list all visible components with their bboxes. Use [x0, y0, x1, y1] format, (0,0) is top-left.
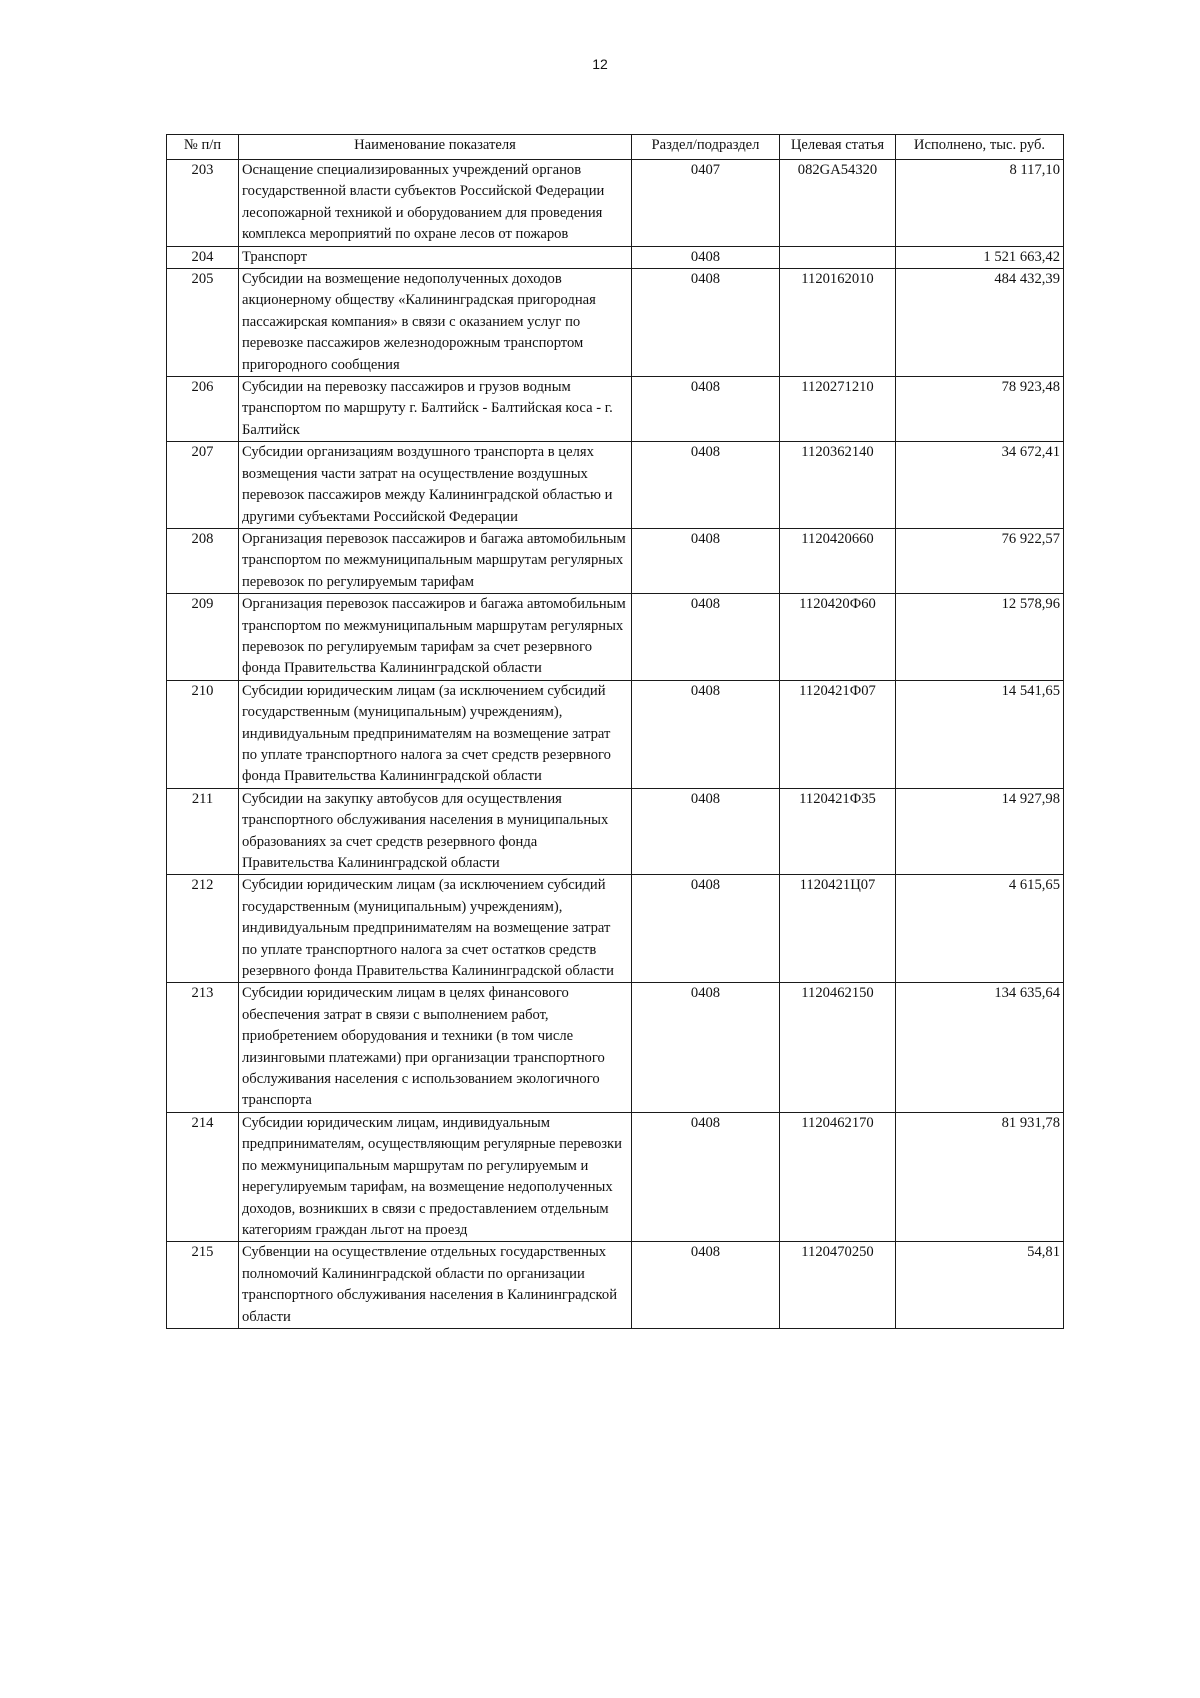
header-article: Целевая статья [780, 135, 896, 160]
row-name: Субсидии юридическим лицам в целях финансового обеспечения затрат в связи с выполнением работ, приобретением оборудования и техники (в том числе лизинговыми платежами) при организации транспортного обслуживания населения с использованием экологичного транспорта [239, 983, 632, 1112]
row-number: 214 [167, 1112, 239, 1241]
row-number: 206 [167, 377, 239, 442]
row-section: 0407 [632, 160, 780, 247]
table-row [167, 269, 1064, 377]
table-row [167, 594, 1064, 681]
row-name: Субсидии на закупку автобусов для осуществления транспортного обслуживания населения в муниципальных образованиях за счет средств резервного фонда Правительства Калининградской области [239, 788, 632, 875]
row-amount: 76 922,57 [896, 528, 1064, 593]
table-row [167, 246, 1064, 268]
row-name: Транспорт [239, 246, 632, 268]
row-section: 0408 [632, 1242, 780, 1329]
row-section: 0408 [632, 269, 780, 377]
table-row [167, 442, 1064, 529]
row-name: Субсидии организациям воздушного транспорта в целях возмещения части затрат на осуществление воздушных перевозок пассажиров между Калининградской областью и другими субъектами Российской Федерации [239, 442, 632, 529]
row-name: Субсидии юридическим лицам, индивидуальным предпринимателям, осуществляющим регулярные перевозки по межмуниципальным маршрутам по регулируемым и нерегулируемым тарифам, на возмещение недополученных доходов, возникших в связи с предоставлением отдельным категориям граждан льгот на проезд [239, 1112, 632, 1241]
row-article: 1120421Ц07 [780, 875, 896, 983]
row-name: Субвенции на осуществление отдельных государственных полномочий Калининградской области по организации транспортного обслуживания населения в Калининградской области [239, 1242, 632, 1329]
row-amount: 54,81 [896, 1242, 1064, 1329]
row-article: 1120421Ф35 [780, 788, 896, 875]
header-amount: Исполнено, тыс. руб. [896, 135, 1064, 160]
row-name: Субсидии юридическим лицам (за исключением субсидий государственным (муниципальным) учреждениям), индивидуальным предпринимателям на возмещение затрат по уплате транспортного налога за счет средств резервного фонда Правительства Калининградской области [239, 680, 632, 788]
row-section: 0408 [632, 983, 780, 1112]
row-amount: 34 672,41 [896, 442, 1064, 529]
row-amount: 12 578,96 [896, 594, 1064, 681]
row-amount: 1 521 663,42 [896, 246, 1064, 268]
row-number: 204 [167, 246, 239, 268]
row-article: 1120420660 [780, 528, 896, 593]
row-section: 0408 [632, 1112, 780, 1241]
row-section: 0408 [632, 442, 780, 529]
row-number: 209 [167, 594, 239, 681]
row-name: Субсидии на возмещение недополученных доходов акционерному обществу «Калининградская пригородная пассажирская компания» в связи с оказанием услуг по перевозке пассажиров железнодорожным транспортом пригородного сообщения [239, 269, 632, 377]
row-number: 208 [167, 528, 239, 593]
row-article: 1120421Ф07 [780, 680, 896, 788]
row-section: 0408 [632, 528, 780, 593]
table-row [167, 983, 1064, 1112]
row-name: Субсидии на перевозку пассажиров и грузов водным транспортом по маршруту г. Балтийск - Балтийская коса - г. Балтийск [239, 377, 632, 442]
table-row [167, 160, 1064, 247]
table-row [167, 528, 1064, 593]
row-section: 0408 [632, 246, 780, 268]
table-row [167, 1242, 1064, 1329]
row-amount: 78 923,48 [896, 377, 1064, 442]
page-number: 12 [592, 56, 608, 72]
row-number: 212 [167, 875, 239, 983]
row-amount: 14 541,65 [896, 680, 1064, 788]
table-header-row [167, 135, 1064, 160]
row-number: 203 [167, 160, 239, 247]
table-row [167, 680, 1064, 788]
table-row [167, 788, 1064, 875]
row-article: 1120420Ф60 [780, 594, 896, 681]
row-number: 215 [167, 1242, 239, 1329]
row-amount: 134 635,64 [896, 983, 1064, 1112]
row-number: 205 [167, 269, 239, 377]
row-name: Организация перевозок пассажиров и багажа автомобильным транспортом по межмуниципальным маршрутам регулярных перевозок по регулируемым тарифам за счет резервного фонда Правительства Калининградской области [239, 594, 632, 681]
table-row [167, 1112, 1064, 1241]
row-amount: 81 931,78 [896, 1112, 1064, 1241]
table-row [167, 875, 1064, 983]
row-number: 210 [167, 680, 239, 788]
row-amount: 14 927,98 [896, 788, 1064, 875]
row-section: 0408 [632, 594, 780, 681]
row-article: 1120162010 [780, 269, 896, 377]
row-article: 1120470250 [780, 1242, 896, 1329]
row-article [780, 246, 896, 268]
row-number: 207 [167, 442, 239, 529]
row-article: 082GA54320 [780, 160, 896, 247]
budget-table [166, 134, 1064, 1329]
row-name: Организация перевозок пассажиров и багажа автомобильным транспортом по межмуниципальным маршрутам регулярных перевозок по регулируемым тарифам [239, 528, 632, 593]
row-number: 213 [167, 983, 239, 1112]
header-num: № п/п [167, 135, 239, 160]
row-article: 1120462170 [780, 1112, 896, 1241]
header-name: Наименование показателя [239, 135, 632, 160]
row-section: 0408 [632, 377, 780, 442]
row-article: 1120362140 [780, 442, 896, 529]
row-article: 1120271210 [780, 377, 896, 442]
row-amount: 4 615,65 [896, 875, 1064, 983]
table-row [167, 377, 1064, 442]
row-amount: 484 432,39 [896, 269, 1064, 377]
header-section: Раздел/подраздел [632, 135, 780, 160]
row-name: Субсидии юридическим лицам (за исключением субсидий государственным (муниципальным) учреждениям), индивидуальным предпринимателям на возмещение затрат по уплате транспортного налога за счет остатков средств резервного фонда Правительства Калининградской области [239, 875, 632, 983]
row-number: 211 [167, 788, 239, 875]
row-amount: 8 117,10 [896, 160, 1064, 247]
row-article: 1120462150 [780, 983, 896, 1112]
row-section: 0408 [632, 875, 780, 983]
row-name: Оснащение специализированных учреждений органов государственной власти субъектов Российской Федерации лесопожарной техникой и оборудованием для проведения комплекса мероприятий по охране лесов от пожаров [239, 160, 632, 247]
row-section: 0408 [632, 788, 780, 875]
row-section: 0408 [632, 680, 780, 788]
